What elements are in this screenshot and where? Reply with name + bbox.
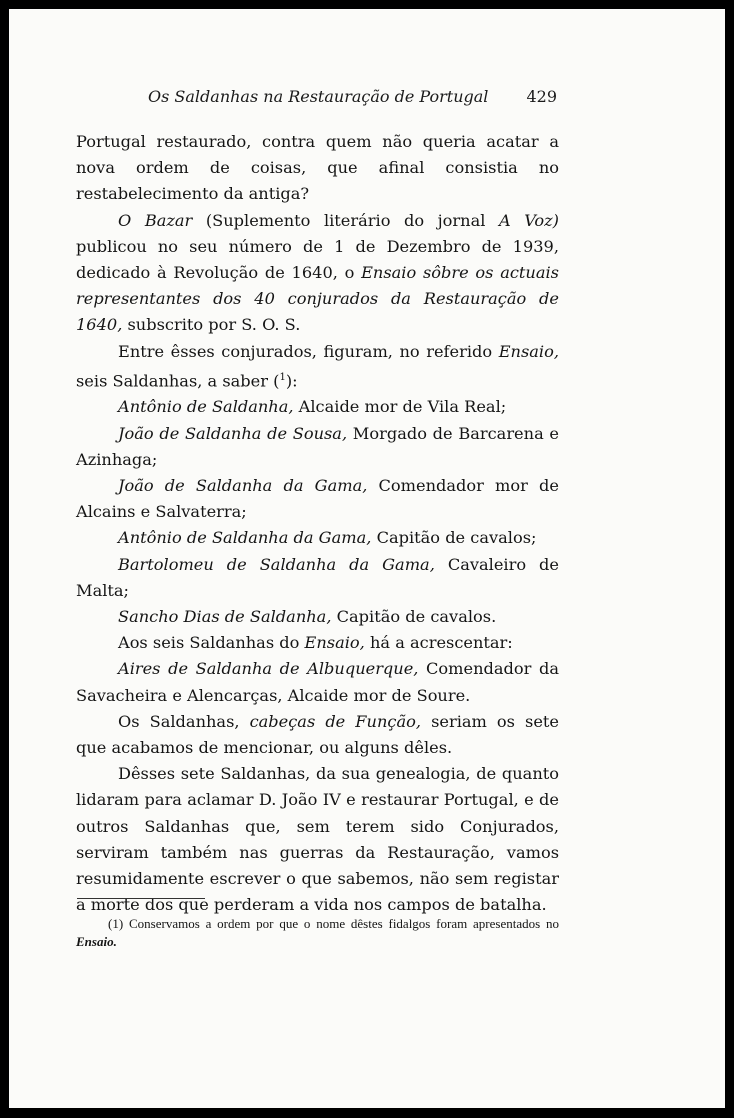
paragraph-3 [76,339,559,395]
page-number: 429 [526,87,557,106]
paragraph-4 [76,630,559,656]
list-item [76,421,559,473]
list-name: João de Saldanha de Sousa, [118,423,348,443]
body-text [76,129,559,918]
footnote-ensaio: Ensaio. [76,934,117,949]
p4-text-b: há a acrescentar: [364,633,513,653]
p3-ensaio: Ensaio, [498,341,559,361]
footnote-text: Conservamos a ordem por que o nome dêstes fidalgos foram apresentados no [123,916,559,931]
p5-desc: Comendador da Savacheira e Alencarças, Alcaide mor de Soure. [76,659,559,705]
p6-italic: cabeças de Função, [249,711,422,731]
footnote-divider [77,898,205,899]
running-title: Os Saldanhas na Restauração de Portugal [148,87,489,106]
paragraph-7: Dêsses sete Saldanhas, da sua genealogia, de quanto lidaram para aclamar D. João IV e restaurar Portugal, e de outros Saldanhas que, sem terem sido Conjurados, serviram também nas guerras da Restauração, vamos resumidamente escrever o que sabemos, não sem registar a morte dos que perderam a vida nos campos de batalha. [76,764,559,915]
paragraph-5 [76,656,559,708]
list-desc: Alcaide mor de Vila Real; [293,397,507,417]
list-desc: Capitão de cavalos; [371,528,537,548]
p2-bazar: O Bazar [118,210,193,230]
list-name: Sancho Dias de Saldanha, [118,607,332,627]
page [9,9,725,1108]
list-name: Bartolomeu de Saldanha da Gama, [118,554,435,574]
list-desc: Comendador mor de Alcains e Salvaterra; [76,476,559,522]
list-name: Antônio de Saldanha da Gama, [118,528,372,548]
list-item [76,394,559,420]
p3-text-b: seis Saldanhas, a saber ( [76,371,280,391]
paragraph-1: Portugal restaurado, contra quem não queria acatar a nova ordem de coisas, que afinal consistia no restabelecimento da antiga? [76,132,559,204]
list-name: João de Saldanha da Gama, [118,476,368,496]
list-desc: Capitão de cavalos. [331,607,497,627]
list-desc: Morgado de Barcarena e Azinhaga; [76,423,559,469]
p2-text-c: subscrito por S. O. S. [122,315,301,335]
running-header [76,87,557,113]
list-item [76,473,559,525]
p5-name: Aires de Saldanha de Albuquerque, [118,659,419,679]
paragraph-2 [76,208,559,339]
p2-text-b: publicou no seu número de 1 de Dezembro de 1939, dedicado à Revolução de 1640, o [76,236,559,283]
list-item [76,552,559,604]
footnote-ref: 1 [279,371,286,383]
p4-ensaio: Ensaio, [304,633,365,653]
p3-text-c: ): [285,371,298,391]
p6-text-a: Os Saldanhas, [118,711,250,731]
list-item [76,525,559,551]
p6-text-b: seriam os sete que acabamos de mencionar, ou alguns dêles. [76,711,560,758]
p2-voz: A Voz) [498,210,559,230]
p2-ensaio-title: Ensaio sôbre os actuais representantes dos 40 conjurados da Restauração de 1640, [76,263,559,335]
list-desc: Cavaleiro de Malta; [76,554,559,600]
list-name: Antônio de Saldanha, [118,397,294,417]
footnote-marker: (1) [108,916,124,931]
p3-text-a: Entre êsses conjurados, figuram, no referido [118,341,499,361]
paragraph-6 [76,709,559,761]
footnote [76,915,559,951]
p4-text-a: Aos seis Saldanhas do [118,633,305,653]
list-item [76,604,559,630]
p2-text-a: (Suplemento literário do jornal [192,210,499,230]
